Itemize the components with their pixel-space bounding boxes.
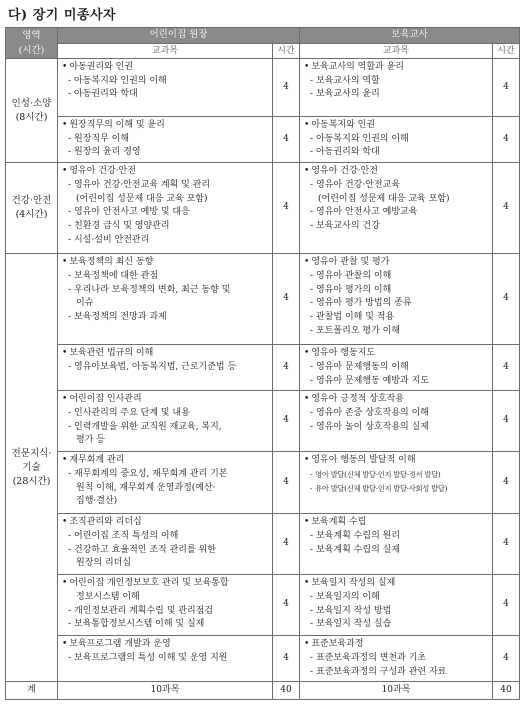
subject-line: (어린이집 성문제 대응 교육 포함) bbox=[76, 193, 208, 204]
director-hours-header: 시간 bbox=[273, 43, 300, 59]
teacher-hours-header: 시간 bbox=[493, 43, 520, 59]
subject-line: - 보육교사의 역할 bbox=[304, 75, 488, 89]
subject-line: - 원장의 윤리 경영 bbox=[62, 146, 268, 160]
subject-line: • 조직관리와 리더십 bbox=[62, 516, 268, 530]
table-row bbox=[6, 254, 520, 345]
teacher-hours-cell: 4 bbox=[493, 59, 520, 117]
area-label: 기술 bbox=[22, 461, 41, 473]
area-header-hours: (시간) bbox=[18, 45, 45, 56]
header-row bbox=[6, 28, 520, 44]
subject-line: - 영아 발달(신체 발달·인지 발달·정서 발달) bbox=[304, 468, 488, 482]
subject-line: • 어린이집 인사관리 bbox=[62, 393, 268, 407]
director-subject-cell bbox=[58, 254, 273, 345]
subject-line: • 보육관련 법규의 이해 bbox=[62, 347, 268, 361]
teacher-hours-cell: 4 bbox=[493, 452, 520, 514]
subject-line: • 보육정책의 최신 동향 bbox=[62, 256, 268, 270]
subject-line: - 친환경 급식 및 영양관리 bbox=[62, 220, 268, 234]
subject-line: - 영유아 존중 상호작용의 이해 bbox=[304, 407, 488, 421]
director-subject-header: 교과목 bbox=[58, 43, 273, 59]
subject-line: - 건강하고 효율적인 조직 관리를 위한 bbox=[62, 544, 268, 558]
teacher-total-hours: 40 bbox=[493, 682, 520, 700]
area-label: 인성·소양 bbox=[11, 97, 52, 109]
teacher-hours-cell: 4 bbox=[493, 117, 520, 163]
director-group-header: 어린이집 원장 bbox=[58, 28, 300, 44]
subject-line: • 보육프로그램 개발과 운영 bbox=[62, 638, 268, 652]
director-hours-cell: 4 bbox=[273, 163, 300, 254]
teacher-subject-cell bbox=[300, 636, 493, 682]
subject-line: • 아동복지와 인권 bbox=[304, 119, 488, 133]
subject-line: - 영유아 평가의 이해 bbox=[304, 284, 488, 298]
section-title: 다) 장기 미종사자 bbox=[8, 8, 117, 23]
director-subject-cell bbox=[58, 345, 273, 391]
director-subject-cell bbox=[58, 636, 273, 682]
director-hours-cell: 4 bbox=[273, 391, 300, 452]
subject-line: - 영유아 문제행동의 이해 bbox=[304, 361, 488, 375]
subject-line: - 보육프로그램의 특성 이해 및 운영 지원 bbox=[62, 652, 268, 666]
subject-line: - 보육일지 작성 방법 bbox=[304, 605, 488, 619]
director-subject-cell bbox=[58, 575, 273, 636]
subject-line: - 포트폴리오 평가 이해 bbox=[304, 325, 488, 339]
subject-line: • 재무회계 관리 bbox=[62, 454, 268, 468]
subject-line: • 영유아 행동의 발달적 이해 bbox=[304, 454, 488, 468]
area-label: (8시간) bbox=[15, 111, 48, 123]
subject-line: • 보육교사의 역할과 윤리 bbox=[304, 61, 488, 75]
subject-line: - 인사관리의 주요 단계 및 내용 bbox=[62, 407, 268, 421]
teacher-subject-cell bbox=[300, 391, 493, 452]
teacher-subject-cell bbox=[300, 163, 493, 254]
total-row bbox=[6, 682, 520, 700]
subject-line: - 아동복지와 인권의 이해 bbox=[62, 75, 268, 89]
director-hours-cell: 4 bbox=[273, 452, 300, 514]
total-label: 계 bbox=[6, 682, 58, 700]
subject-line: - 어린이집 조직 특성의 이해 bbox=[62, 530, 268, 544]
area-header bbox=[6, 28, 58, 59]
teacher-subject-header: 교과목 bbox=[300, 43, 493, 59]
subject-line: - 보육교사의 건강 bbox=[304, 220, 488, 234]
subject-line: - 영유아 건강·안전교육 계획 및 관리 bbox=[62, 179, 268, 193]
subject-line: - 영유아 안전사고 예방 및 대응 bbox=[62, 206, 268, 220]
table-row bbox=[6, 345, 520, 391]
subject-line: - 보육계획 수립의 원리 bbox=[304, 530, 488, 544]
teacher-subject-cell bbox=[300, 514, 493, 575]
subject-line: • 영유아 긍정적 상호작용 bbox=[304, 393, 488, 407]
subject-line: - 아동복지와 인권의 이해 bbox=[304, 133, 488, 147]
table-row bbox=[6, 452, 520, 514]
subject-line: • 영유아 건강·안전 bbox=[304, 165, 488, 179]
subject-line: - 원장직무 이해 bbox=[62, 133, 268, 147]
area-cell bbox=[6, 254, 58, 682]
area-label: (4시간) bbox=[15, 209, 48, 221]
subject-line: - 영유아 놀이 상호작용의 실제 bbox=[304, 421, 488, 435]
teacher-subject-cell bbox=[300, 345, 493, 391]
subject-line: - 영유아 건강·안전교육 bbox=[304, 179, 488, 193]
director-subject-cell bbox=[58, 514, 273, 575]
subject-line: - 보육일지의 이해 bbox=[304, 591, 488, 605]
director-hours-cell: 4 bbox=[273, 345, 300, 391]
teacher-hours-cell: 4 bbox=[493, 391, 520, 452]
subject-line: • 표준보육과정 bbox=[304, 638, 488, 652]
teacher-hours-cell: 4 bbox=[493, 345, 520, 391]
teacher-group-header: 보육교사 bbox=[300, 28, 520, 44]
director-subject-cell bbox=[58, 452, 273, 514]
subject-line: • 영유아 건강·안전 bbox=[62, 165, 268, 179]
director-subject-cell bbox=[58, 391, 273, 452]
subject-line: - 표준보육과정의 구성과 관련 자료 bbox=[304, 666, 488, 680]
subject-line: - 아동권리와 학대 bbox=[62, 88, 268, 102]
teacher-subject-cell bbox=[300, 575, 493, 636]
table-row bbox=[6, 117, 520, 163]
director-hours-cell: 4 bbox=[273, 117, 300, 163]
subject-line: • 보육일지 작성의 실제 bbox=[304, 577, 488, 591]
area-cell bbox=[6, 59, 58, 163]
subject-line: - 인력개발을 위한 교직원 재교육, 복지, bbox=[62, 421, 268, 435]
table-row bbox=[6, 636, 520, 682]
director-hours-cell: 4 bbox=[273, 636, 300, 682]
area-label: (28시간) bbox=[12, 475, 51, 487]
curriculum-table bbox=[5, 27, 520, 700]
table-row bbox=[6, 59, 520, 117]
subject-line: 이슈 bbox=[76, 298, 94, 309]
subject-line: - 시설·설비 안전관리 bbox=[62, 234, 268, 248]
director-hours-cell: 4 bbox=[273, 59, 300, 117]
subject-line: - 표준보육과정의 변천과 기초 bbox=[304, 652, 488, 666]
director-total-subjects: 10과목 bbox=[58, 682, 273, 700]
director-subject-cell bbox=[58, 117, 273, 163]
teacher-hours-cell: 4 bbox=[493, 636, 520, 682]
subject-line: • 원장직무의 이해 및 윤리 bbox=[62, 119, 268, 133]
subject-line: - 보육통합정보시스템 이해 및 실제 bbox=[62, 618, 268, 632]
subject-line: • 어린이집 개인정보보호 관리 및 보육통합 bbox=[62, 577, 268, 591]
director-hours-cell: 4 bbox=[273, 575, 300, 636]
subject-line: - 영유아 관찰의 이해 bbox=[304, 270, 488, 284]
subject-line: - 개인정보관리 계획수립 및 관리점검 bbox=[62, 605, 268, 619]
teacher-subject-cell bbox=[300, 59, 493, 117]
subject-line: - 보육정책에 대한 관점 bbox=[62, 270, 268, 284]
subject-line: - 영유아 안전사고 예방교육 bbox=[304, 206, 488, 220]
subject-line: - 영유아보육법, 아동복지법, 근로기준법 등 bbox=[62, 361, 268, 375]
area-header-label: 영역 bbox=[22, 30, 41, 41]
teacher-subject-cell bbox=[300, 254, 493, 345]
subject-line: - 아동권리와 학대 bbox=[304, 146, 488, 160]
table-row bbox=[6, 391, 520, 452]
subject-line: • 영유아 관찰 및 평가 bbox=[304, 256, 488, 270]
subject-line: - 재무회계의 중요성, 재무회계 관리 기본 bbox=[62, 468, 268, 482]
subject-line: 정보시스템 이해 bbox=[76, 591, 140, 602]
teacher-subject-cell bbox=[300, 452, 493, 514]
subject-line: • 보육계획 수립 bbox=[304, 516, 488, 530]
teacher-hours-cell: 4 bbox=[493, 514, 520, 575]
subject-line: - 보육정책의 전망과 과제 bbox=[62, 311, 268, 325]
subject-line: - 우리나라 보육정책의 변화, 최근 동향 및 bbox=[62, 284, 268, 298]
director-hours-cell: 4 bbox=[273, 254, 300, 345]
subject-line: - 보육계획 수립의 실제 bbox=[304, 544, 488, 558]
teacher-hours-cell: 4 bbox=[493, 575, 520, 636]
teacher-total-subjects: 10과목 bbox=[300, 682, 493, 700]
subject-line: (어린이집 성문제 대응 교육 포함) bbox=[318, 193, 450, 204]
area-label: 건강·안전 bbox=[11, 195, 52, 207]
subject-line: 평가 등 bbox=[76, 435, 105, 446]
subject-line: - 영유아 문제행동 예방과 지도 bbox=[304, 375, 488, 389]
area-cell bbox=[6, 163, 58, 254]
subject-line: • 영유아 행동지도 bbox=[304, 347, 488, 361]
subject-line: • 아동권리와 인권 bbox=[62, 61, 268, 75]
subject-line: - 보육교사의 윤리 bbox=[304, 88, 488, 102]
subheader-row bbox=[6, 43, 520, 59]
subject-line: - 영유아 평가 방법의 종류 bbox=[304, 297, 488, 311]
director-subject-cell bbox=[58, 59, 273, 117]
table-row bbox=[6, 514, 520, 575]
director-total-hours: 40 bbox=[273, 682, 300, 700]
teacher-subject-cell bbox=[300, 117, 493, 163]
subject-line: - 관찰법 이해 및 적용 bbox=[304, 311, 488, 325]
area-label: 전문지식· bbox=[11, 447, 52, 459]
subject-line: 원장의 리더십 bbox=[76, 558, 132, 569]
table-row bbox=[6, 163, 520, 254]
subject-line: - 유아 발달(신체 발달·인지 발달·사회성 발달) bbox=[304, 482, 488, 496]
table-row bbox=[6, 575, 520, 636]
director-hours-cell: 4 bbox=[273, 514, 300, 575]
teacher-hours-cell: 4 bbox=[493, 254, 520, 345]
subject-line: - 보육일지 작성 실습 bbox=[304, 618, 488, 632]
director-subject-cell bbox=[58, 163, 273, 254]
subject-line: 원칙 이해, 재무회계 운영과정(예산· bbox=[76, 482, 216, 493]
teacher-hours-cell: 4 bbox=[493, 163, 520, 254]
subject-line: 집행·결산) bbox=[76, 496, 118, 507]
